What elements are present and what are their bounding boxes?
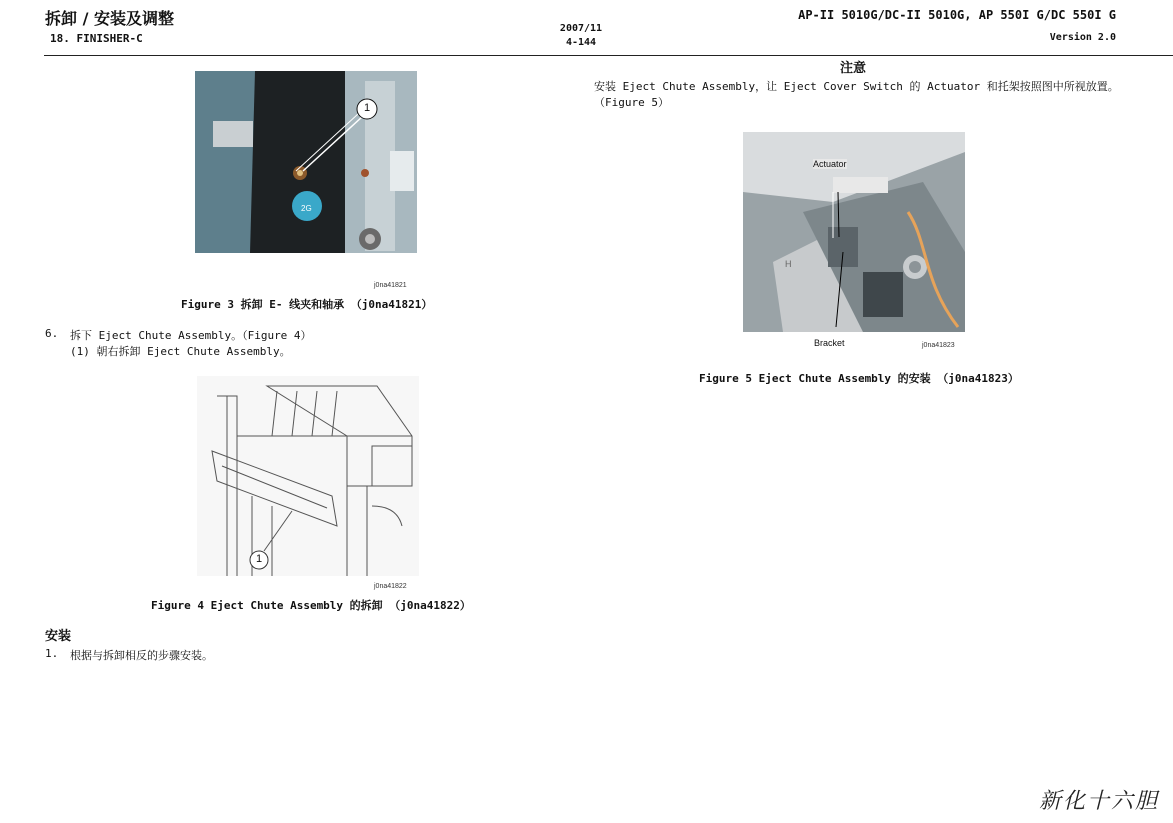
figure-5-label-bracket: Bracket [814,338,845,348]
figure-5-label-actuator: Actuator [813,159,847,169]
figure-3-code: j0na41821 [374,282,407,289]
figure-4-caption: Figure 4 Eject Chute Assembly 的拆卸 （j0na41822） [151,599,471,612]
figure-5-caption: Figure 5 Eject Chute Assembly 的安装 （j0na41823） [699,372,1019,385]
figure-4-code: j0na41822 [374,583,407,590]
section-name: 18. FINISHER-C [50,32,143,45]
figure-4-illustration [197,376,419,576]
notice-text-line-1: 安装 Eject Chute Assembly，让 Eject Cover Switch 的 Actuator 和托架按照图中所视放置。 [594,80,1119,93]
page-title: 拆卸 / 安装及调整 [45,9,174,28]
step-6-text: 拆下 Eject Chute Assembly。（Figure 4） [70,329,312,342]
figure-4-callout: 1 [255,553,263,565]
notice-heading: 注意 [840,61,867,76]
figure-5-image [743,132,965,332]
install-heading: 安装 [45,629,72,644]
signature-watermark: 新化十六胆 [1038,789,1159,814]
header-date: 2007/11 [559,23,603,34]
figure-3-image [195,71,417,253]
step-6-substep: (1) 朝右拆卸 Eject Chute Assembly。 [70,345,291,358]
header-divider [44,55,1173,56]
figure-3-caption: Figure 3 拆卸 E- 线夹和轴承 （j0na41821） [181,298,433,311]
step-6-number: 6. [45,327,59,340]
install-step-1-number: 1. [45,647,59,660]
install-step-1-text: 根据与拆卸相反的步骤安装。 [70,649,213,662]
svg-text:H: H [785,259,792,269]
figure-5-illustration [743,132,965,332]
figure-4-image [197,376,419,576]
page-number: 4-144 [565,37,597,48]
figure-3-illustration [195,71,417,253]
figure-3-callout: 1 [363,102,371,114]
figure-5-code: j0na41823 [922,342,955,349]
svg-text:2G: 2G [301,204,312,213]
model-name: AP-II 5010G/DC-II 5010G, AP 550I G/DC 550I G [798,8,1116,22]
version-label: Version 2.0 [1049,32,1116,43]
notice-text-line-2: （Figure 5） [594,96,669,109]
date-and-page [540,22,622,50]
